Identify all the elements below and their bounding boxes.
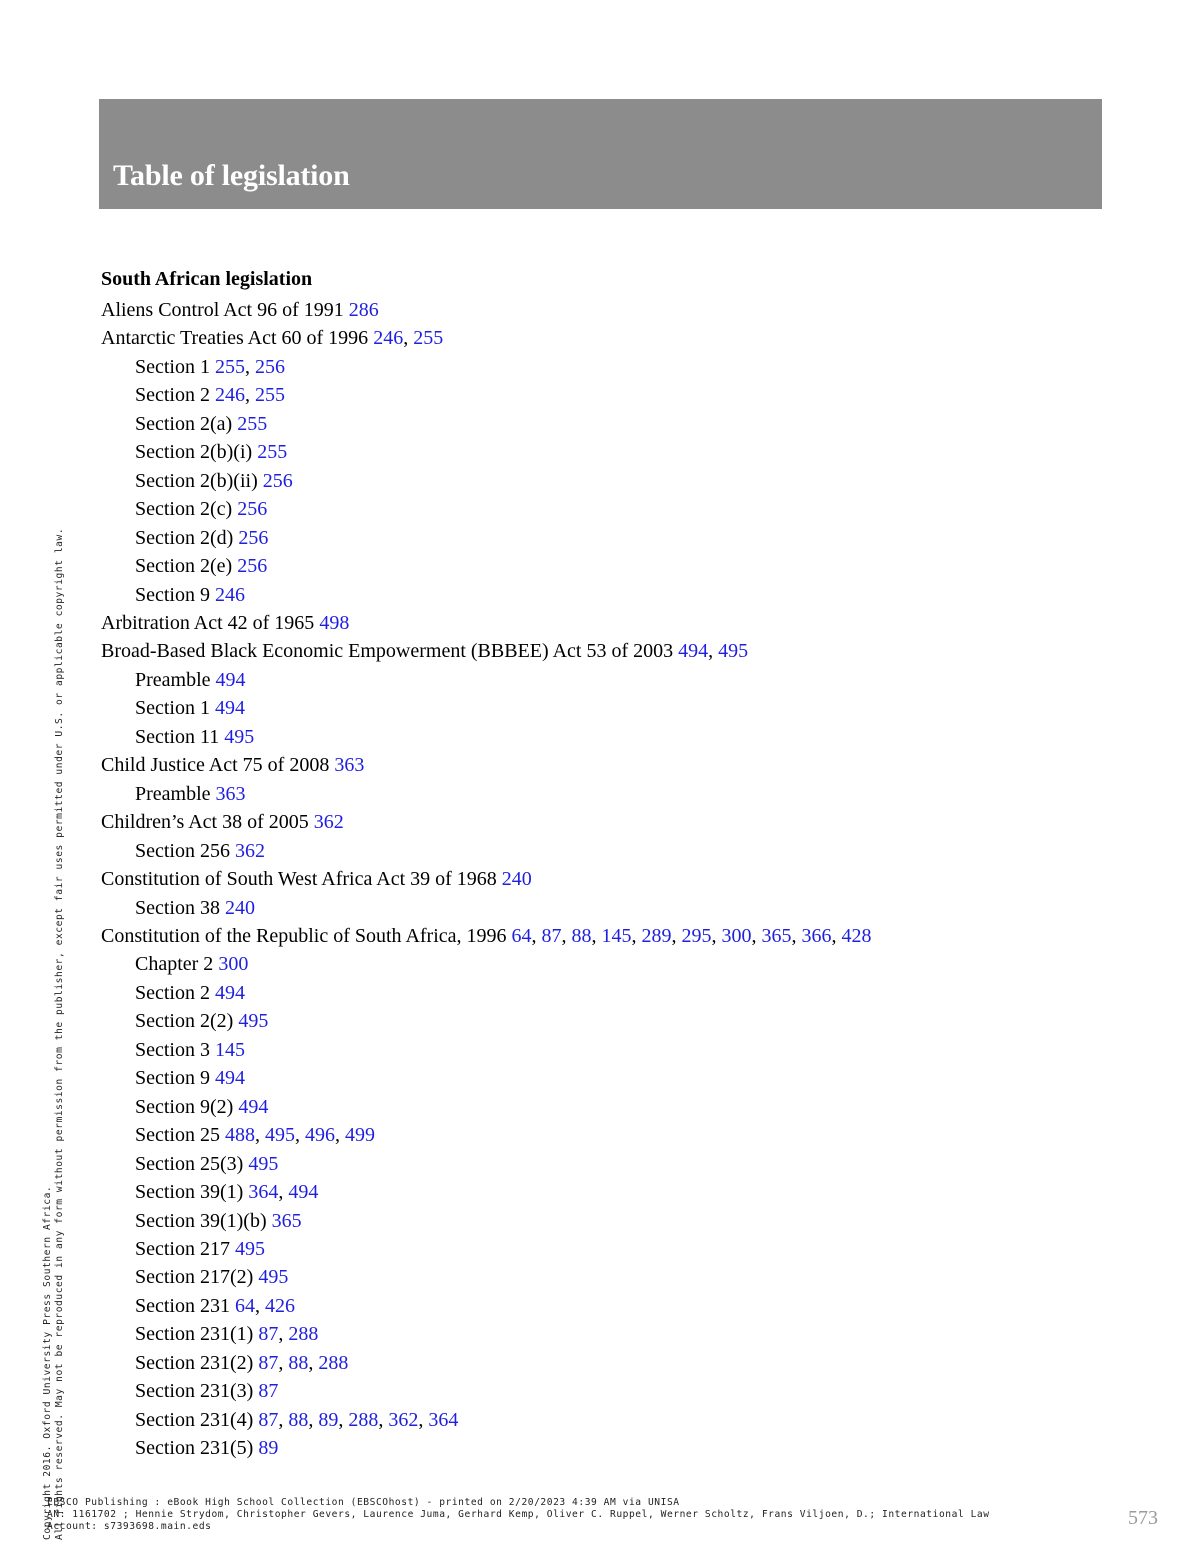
entry-title: Section 217 [135, 1237, 230, 1260]
legislation-entry: Broad-Based Black Economic Empowerment (BBBEE) Act 53 of 2003 494, 495 [101, 640, 749, 663]
entry-title: Children’s Act 38 of 2005 [101, 811, 309, 834]
sub-entry [101, 1207, 872, 1235]
legislation-entry [101, 609, 872, 637]
sub-entry [101, 780, 872, 808]
entry-title: Section 39(1)(b) [135, 1209, 267, 1232]
page-reference-link[interactable]: 300 [721, 924, 752, 947]
copyright-notice [42, 528, 66, 1540]
page-reference-link[interactable]: 145 [601, 924, 632, 947]
page-reference-link[interactable]: 363 [215, 782, 246, 805]
sub-entry [101, 1263, 872, 1291]
sub-entry [101, 979, 872, 1007]
sub-entry [101, 694, 872, 722]
entry-title: Section 2(d) [135, 526, 234, 549]
page-reference-link[interactable]: 495 [265, 1124, 295, 1147]
entry-title: Constitution of South West Africa Act 39 of 1968 [101, 868, 497, 891]
page-reference-link[interactable]: 428 [841, 924, 872, 947]
entry-title: Section 9 [135, 583, 210, 606]
header-band [99, 99, 1102, 209]
page-reference-link[interactable]: 240 [501, 868, 532, 891]
page-reference-link[interactable]: 246 [215, 583, 245, 606]
page-reference-link[interactable]: 362 [313, 811, 344, 834]
page-reference-link[interactable]: 362 [235, 839, 265, 862]
entry-title: Section 1 [135, 355, 210, 378]
entry-title: Section 11 [135, 725, 220, 748]
page-number: 573 [1128, 1507, 1158, 1529]
entry-title: Section 231(2) [135, 1351, 254, 1374]
entry-title: Section 2(b)(ii) [135, 469, 258, 492]
sub-entry: Section 231(1) 87, 288 [135, 1323, 319, 1346]
sub-entry [101, 1377, 872, 1405]
entry-title: Section 2(b)(i) [135, 441, 253, 464]
page-reference-link[interactable]: 87 [258, 1380, 279, 1403]
sub-entry [101, 837, 872, 865]
copyright-line: Copyright 2016. Oxford University Press Southern Africa. [42, 1185, 53, 1540]
sub-entry [101, 1434, 872, 1462]
sub-entry [101, 495, 872, 523]
legislation-entry [101, 865, 872, 893]
entry-title: Section 25 [135, 1124, 220, 1147]
page-reference-link[interactable]: 255 [255, 384, 285, 407]
page-reference-link[interactable]: 256 [238, 526, 269, 549]
section-heading: South African legislation [101, 268, 313, 290]
page-reference-link[interactable]: 89 [318, 1408, 339, 1431]
page-reference-link[interactable]: 494 [215, 668, 246, 691]
entry-title: Section 231(4) [135, 1408, 254, 1431]
page-reference-link[interactable]: 494 [238, 1095, 269, 1118]
legislation-entry [101, 296, 872, 324]
entry-title: Section 38 [135, 896, 220, 919]
page-reference-link[interactable]: 494 [678, 640, 709, 663]
page-reference-link[interactable]: 145 [215, 1038, 245, 1061]
sub-entry: Section 25 488, 495, 496, 499 [135, 1124, 375, 1147]
page-reference-link[interactable]: 495 [718, 640, 749, 663]
entry-title: Section 9(2) [135, 1095, 234, 1118]
sub-entry: Section 231(2) 87, 88, 288 [135, 1351, 349, 1374]
page-reference-link[interactable]: 288 [318, 1351, 349, 1374]
page-reference-link[interactable]: 87 [258, 1351, 279, 1374]
page-reference-link[interactable]: 289 [641, 924, 672, 947]
entry-title: Section 231(5) [135, 1437, 254, 1460]
entry-title: Section 231(3) [135, 1380, 254, 1403]
legislation-entry [101, 808, 872, 836]
page-reference-link[interactable]: 288 [288, 1323, 319, 1346]
sub-entry: Section 39(1) 364, 494 [135, 1181, 319, 1204]
sub-entry [101, 894, 872, 922]
sub-entry [101, 1150, 872, 1178]
entry-title: Chapter 2 [135, 953, 214, 976]
sub-entry [101, 666, 872, 694]
page-reference-link[interactable]: 255 [237, 412, 268, 435]
entry-title: Section 1 [135, 697, 210, 720]
entry-title: Section 3 [135, 1038, 210, 1061]
sub-entry [101, 1235, 872, 1263]
page-reference-link[interactable]: 495 [224, 725, 255, 748]
entry-title: Antarctic Treaties Act 60 of 1996 [101, 327, 369, 350]
entry-title: Section 231(1) [135, 1323, 254, 1346]
sub-entry [101, 950, 872, 978]
entry-title: Broad-Based Black Economic Empowerment (BBBEE) Act 53 of 2003 [101, 640, 674, 663]
sub-entry [101, 438, 872, 466]
page-reference-link[interactable]: 246 [373, 327, 404, 350]
page-reference-link[interactable]: 64 [511, 924, 532, 947]
page-reference-link[interactable]: 494 [215, 981, 245, 1004]
page-reference-link[interactable]: 88 [288, 1351, 309, 1374]
entry-title: Section 2(c) [135, 498, 233, 521]
entry-title: Section 2 [135, 981, 210, 1004]
entry-title: Section 2(a) [135, 412, 233, 435]
page-reference-link[interactable]: 426 [265, 1294, 295, 1317]
page-reference-link[interactable]: 87 [541, 924, 562, 947]
page-reference-link[interactable]: 89 [258, 1437, 279, 1460]
entry-title: Section 2(e) [135, 555, 233, 578]
page-reference-link[interactable]: 255 [413, 327, 444, 350]
page-reference-link[interactable]: 256 [255, 355, 285, 378]
page-reference-link[interactable]: 256 [262, 469, 293, 492]
page-reference-link[interactable]: 364 [428, 1408, 459, 1431]
entry-title: Preamble [135, 668, 211, 691]
page-reference-link[interactable]: 495 [235, 1237, 265, 1260]
page-reference-link[interactable]: 300 [218, 953, 249, 976]
page-reference-link[interactable]: 364 [248, 1181, 279, 1204]
entry-title: Section 231 [135, 1294, 230, 1317]
footer-line: Account: s7393698.main.eds [47, 1521, 212, 1532]
page-reference-link[interactable]: 495 [238, 1010, 269, 1033]
ebsco-footer [47, 1497, 990, 1533]
sub-entry [101, 1007, 872, 1035]
page-reference-link[interactable]: 499 [345, 1124, 375, 1147]
sub-entry: Section 1 255, 256 [135, 355, 285, 378]
footer-line: EBSCO Publishing : eBook High School Collection (EBSCOhost) - printed on 2/20/2023 4:39 AM via UNISA [47, 1497, 680, 1508]
sub-entry [101, 581, 872, 609]
page-reference-link[interactable]: 494 [215, 697, 245, 720]
page-reference-link[interactable]: 363 [334, 754, 365, 777]
page-title: Table of legislation [113, 159, 350, 192]
page-reference-link[interactable]: 488 [225, 1124, 255, 1147]
sub-entry [101, 524, 872, 552]
page-reference-link[interactable]: 286 [348, 299, 379, 321]
page-reference-link[interactable]: 495 [258, 1266, 289, 1289]
sub-entry: Section 231 64, 426 [135, 1294, 295, 1317]
entry-title: Preamble [135, 782, 211, 805]
page-reference-link[interactable]: 256 [237, 555, 268, 578]
footer-line: AN: 1161702 ; Hennie Strydom, Christopher Gevers, Laurence Juma, Gerhard Kemp, Oliver C. Ruppel, Werner Scholtz, Frans Viljoen, D.; International Law [47, 1509, 990, 1520]
legislation-list [101, 296, 872, 1463]
entry-title: Section 25(3) [135, 1152, 244, 1175]
page-reference-link[interactable]: 494 [215, 1067, 245, 1090]
sub-entry [101, 467, 872, 495]
page-reference-link[interactable]: 362 [388, 1408, 419, 1431]
page-reference-link[interactable]: 255 [215, 355, 245, 378]
page-reference-link[interactable]: 366 [801, 924, 832, 947]
sub-entry [101, 410, 872, 438]
copyright-line: All rights reserved. May not be reproduced in any form without permission from the publisher, except fair uses permitted under U.S. or applicable copyright law. [54, 527, 65, 1540]
page-reference-link[interactable]: 365 [761, 924, 792, 947]
page-reference-link[interactable]: 496 [305, 1124, 335, 1147]
sub-entry [101, 1064, 872, 1092]
entry-title: Section 256 [135, 839, 230, 862]
page-reference-link[interactable]: 88 [288, 1408, 309, 1431]
entry-title: Section 39(1) [135, 1181, 244, 1204]
legislation-entry [101, 751, 872, 779]
entry-title: Section 9 [135, 1067, 210, 1090]
page-reference-link[interactable]: 240 [225, 896, 255, 919]
page-reference-link[interactable]: 87 [258, 1323, 279, 1346]
sub-entry [101, 1036, 872, 1064]
sub-entry [101, 723, 872, 751]
page-reference-link[interactable]: 88 [571, 924, 592, 947]
page-reference-link[interactable]: 87 [258, 1408, 279, 1431]
legislation-entry: Antarctic Treaties Act 60 of 1996 246, 255 [101, 327, 444, 350]
page-reference-link[interactable]: 494 [288, 1181, 319, 1204]
entry-title: Section 2(2) [135, 1010, 234, 1033]
page-reference-link[interactable]: 256 [237, 498, 268, 521]
entry-title: Constitution of the Republic of South Africa, 1996 [101, 924, 507, 947]
page-reference-link[interactable]: 495 [248, 1152, 279, 1175]
entry-title: Aliens Control Act 96 of 1991 [101, 299, 344, 321]
page-reference-link[interactable]: 64 [235, 1294, 255, 1317]
legislation-entry: Constitution of the Republic of South Africa, 1996 64, 87, 88, 145, 289, 295, 300, 365, 366, 428 [101, 924, 872, 947]
entry-title: Child Justice Act 75 of 2008 [101, 754, 330, 777]
sub-entry: Section 2 246, 255 [135, 384, 285, 407]
entry-title: Section 217(2) [135, 1266, 254, 1289]
entry-title: Arbitration Act 42 of 1965 [101, 611, 315, 634]
page-reference-link[interactable]: 255 [257, 441, 288, 464]
page-reference-link[interactable]: 365 [271, 1209, 302, 1232]
sub-entry [101, 552, 872, 580]
entry-title: Section 2 [135, 384, 210, 407]
page-reference-link[interactable]: 295 [681, 924, 712, 947]
sub-entry: Section 231(4) 87, 88, 89, 288, 362, 364 [135, 1408, 459, 1431]
page-reference-link[interactable]: 246 [215, 384, 245, 407]
sub-entry [101, 1093, 872, 1121]
page-reference-link[interactable]: 288 [348, 1408, 379, 1431]
page-reference-link[interactable]: 498 [319, 611, 350, 634]
